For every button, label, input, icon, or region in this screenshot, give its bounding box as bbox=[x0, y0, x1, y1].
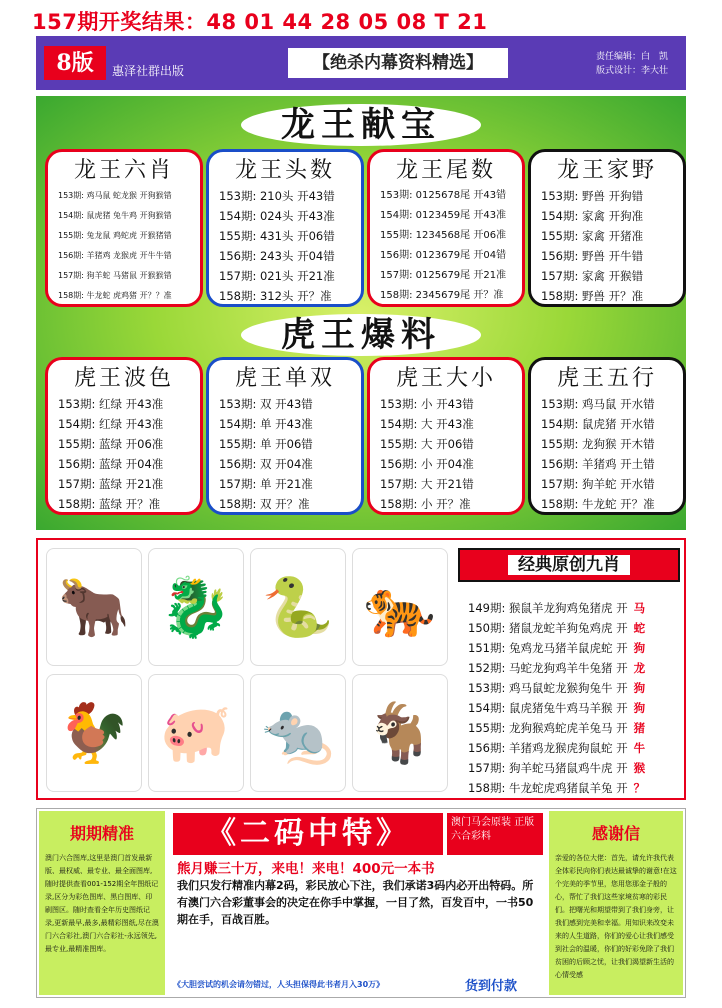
box-row: 153期: 红绿 开43准 bbox=[58, 397, 164, 411]
box-title: 虎王单双 bbox=[234, 366, 335, 391]
nine-row bbox=[468, 680, 645, 696]
nine-row bbox=[468, 620, 645, 636]
box-title: 龙王六肖 bbox=[73, 158, 174, 183]
nine-row-zodiac: 猴 bbox=[633, 761, 646, 775]
box-row: 158期: 野兽 开？准 bbox=[541, 289, 644, 303]
box-row: 153期: 210头 开43错 bbox=[219, 189, 335, 203]
right-panel bbox=[549, 811, 683, 995]
ad-side: 澳门马会原装 正版六合彩料 bbox=[447, 813, 543, 855]
tiger-icon: 🐅 bbox=[352, 548, 448, 666]
box-row: 156期: 蓝绿 开04准 bbox=[58, 457, 164, 471]
staff-designer: 版式设计：李大壮 bbox=[596, 66, 669, 76]
left-title: 期期精准 bbox=[69, 824, 134, 843]
nine-row-zodiac: 狗 bbox=[633, 641, 646, 655]
box-row: 156期: 双 开04准 bbox=[219, 457, 313, 471]
box-row: 156期: 羊猪鸡 龙猴虎 开牛牛错 bbox=[58, 251, 172, 260]
box-row: 158期: 牛龙蛇 虎鸡猪 开？？准 bbox=[58, 291, 172, 300]
nine-row bbox=[468, 780, 645, 796]
box-row: 153期: 鸡马鼠 蛇龙猴 开狗猴错 bbox=[58, 191, 172, 200]
nine-row-text: 157期: 狗羊蛇马猪鼠鸡牛虎 开 bbox=[468, 761, 628, 775]
box-long-six bbox=[48, 152, 200, 304]
nine-row-zodiac: 狗 bbox=[633, 701, 646, 715]
box-row: 154期: 大 开43准 bbox=[380, 417, 474, 431]
box-title: 虎王大小 bbox=[395, 366, 496, 391]
box-title: 龙王头数 bbox=[234, 158, 335, 183]
box-row: 155期: 兔龙鼠 鸡蛇虎 开猴猪错 bbox=[58, 231, 172, 240]
nine-row bbox=[468, 600, 645, 616]
nine-row-zodiac: 牛 bbox=[633, 741, 646, 755]
box-row: 158期: 蓝绿 开？准 bbox=[58, 497, 161, 511]
snake-icon: 🐍 bbox=[250, 548, 346, 666]
goat-icon: 🐐 bbox=[352, 674, 448, 792]
box-row: 157期: 家禽 开猴错 bbox=[541, 269, 644, 283]
box-tiger-color bbox=[48, 360, 200, 512]
box-row: 154期: 0123459尾 开43准 bbox=[380, 210, 507, 221]
left-desc: 澳门六合图库,这里是澳门首发最新版、最权威、最专业、最全面图库,随时提供查看001-152期全年图纸记录,区分为彩色图库、黑白图库、印刷图区。随时查看全年历史图纸记录,更新最早,最多,最精彩图纸,尽在澳门六合彩社,澳门六合彩社-永远领先,最专业,最精准图库。 bbox=[45, 854, 159, 953]
ad-earn: 熊月赚三十万，来电！来电！400元一本书 bbox=[177, 861, 435, 877]
box-row: 155期: 1234568尾 开06准 bbox=[380, 230, 507, 241]
pig-icon: 🐖 bbox=[148, 674, 244, 792]
nine-row-text: 158期: 牛龙蛇虎鸡猪鼠羊兔 开 bbox=[468, 781, 628, 795]
box-row: 157期: 0125679尾 开21准 bbox=[380, 270, 507, 281]
box-row: 157期: 单 开21准 bbox=[219, 477, 313, 491]
box-long-head bbox=[209, 152, 361, 304]
nine-row bbox=[468, 700, 645, 716]
result-bar bbox=[0, 0, 722, 34]
box-row: 155期: 431头 开06错 bbox=[219, 229, 335, 243]
nine-row-text: 153期: 鸡马鼠蛇龙猴狗兔牛 开 bbox=[468, 681, 628, 695]
header-title: 【绝杀内幕资料精选】 bbox=[288, 48, 508, 78]
nine-row-zodiac: 猪 bbox=[633, 721, 646, 735]
box-row: 158期: 牛龙蛇 开？准 bbox=[541, 497, 655, 511]
bottom-section bbox=[36, 808, 686, 998]
nine-row-zodiac: ？ bbox=[633, 781, 646, 795]
right-title: 感谢信 bbox=[591, 824, 640, 843]
box-row: 155期: 龙狗猴 开木错 bbox=[541, 437, 655, 451]
box-row: 156期: 羊猪鸡 开土错 bbox=[541, 457, 655, 471]
nine-row-text: 151期: 兔鸡龙马猪羊鼠虎蛇 开 bbox=[468, 641, 628, 655]
staff bbox=[596, 50, 668, 78]
left-panel bbox=[39, 811, 165, 995]
box-row: 158期: 双 开？准 bbox=[219, 497, 310, 511]
box-tiger-element bbox=[531, 360, 683, 512]
version-badge: 8版 bbox=[44, 46, 106, 80]
banner-tiger: 虎王爆料 bbox=[241, 314, 481, 356]
box-row: 154期: 红绿 开43准 bbox=[58, 417, 164, 431]
box-title: 龙王尾数 bbox=[395, 158, 496, 183]
box-row: 158期: 小 开？准 bbox=[380, 497, 471, 511]
box-row: 153期: 野兽 开狗错 bbox=[541, 189, 644, 203]
nine-row bbox=[468, 760, 645, 776]
nine-row-text: 149期: 猴鼠羊龙狗鸡兔猪虎 开 bbox=[468, 601, 628, 615]
box-row: 158期: 312头 开？准 bbox=[219, 289, 332, 303]
rooster-icon: 🐓 bbox=[46, 674, 142, 792]
ad-foot: 《大胆尝试的机会请勿错过，人头担保得此书者月入30万》 bbox=[173, 980, 385, 989]
nine-row-zodiac: 狗 bbox=[633, 681, 646, 695]
ad-panel bbox=[169, 811, 545, 995]
box-row: 158期: 2345679尾 开？准 bbox=[380, 290, 504, 301]
ad-cod: 货到付款 bbox=[465, 979, 518, 994]
nine-row-text: 155期: 龙狗猴鸡蛇虎羊兔马 开 bbox=[468, 721, 628, 735]
box-long-tail bbox=[370, 152, 522, 304]
box-long-homewild bbox=[531, 152, 683, 304]
nine-row-text: 150期: 猪鼠龙蛇羊狗兔鸡虎 开 bbox=[468, 621, 628, 635]
rat-icon: 🐀 bbox=[250, 674, 346, 792]
box-row: 157期: 大 开21错 bbox=[380, 477, 474, 491]
nine-row bbox=[468, 640, 645, 656]
ad-body: 我们只发行精准内幕2码，彩民放心下注，我们承诺3码内必开出特码。所有澳门六合彩董事会的决定在你手中掌握，一目了然，百发百中，一书50期在手，百战百胜。 bbox=[177, 879, 534, 926]
nine-row-text: 156期: 羊猪鸡龙猴虎狗鼠蛇 开 bbox=[468, 741, 628, 755]
box-row: 156期: 野兽 开牛错 bbox=[541, 249, 644, 263]
green-panel bbox=[36, 96, 686, 530]
nine-title-text: 经典原创九肖 bbox=[508, 555, 630, 575]
box-title: 虎王波色 bbox=[73, 366, 174, 391]
box-row: 157期: 狗羊蛇 开水错 bbox=[541, 477, 655, 491]
box-row: 156期: 小 开04准 bbox=[380, 457, 474, 471]
box-row: 155期: 家禽 开猪准 bbox=[541, 229, 644, 243]
box-tiger-oddeven bbox=[209, 360, 361, 512]
publisher: 惠泽社群出版 bbox=[112, 64, 185, 78]
box-row: 155期: 大 开06错 bbox=[380, 437, 474, 451]
nine-row-zodiac: 蛇 bbox=[633, 621, 646, 635]
banner-dragon: 龙王献宝 bbox=[241, 104, 481, 146]
nine-row-zodiac: 龙 bbox=[633, 661, 646, 675]
right-desc: 亲爱的各位大佬：首先，请允许我代表全体彩民向你们表达最诚挚的谢意!在这个完美的季节里，您用您那金子般的心，帮忙了我们这些家境贫寒的彩民们。把曙光和期望带到了我们身旁，让我们感到完美和幸福。用知识来改变未来的人生道路，你们的爱心让我们感受到社会的温暖，你们的好彩免除了我们贫困的后顾之忧，让我们渴望新生活的心情受感 bbox=[555, 854, 677, 979]
nine-section bbox=[36, 538, 686, 800]
box-row: 153期: 鸡马鼠 开水错 bbox=[541, 397, 655, 411]
nine-row-zodiac: 马 bbox=[633, 601, 646, 615]
box-row: 157期: 021头 开21准 bbox=[219, 269, 335, 283]
box-row: 157期: 蓝绿 开21准 bbox=[58, 477, 164, 491]
box-row: 156期: 243头 开04错 bbox=[219, 249, 335, 263]
box-tiger-size bbox=[370, 360, 522, 512]
box-row: 153期: 0125678尾 开43错 bbox=[380, 190, 507, 201]
box-row: 156期: 0123679尾 开04错 bbox=[380, 250, 507, 261]
box-row: 155期: 单 开06错 bbox=[219, 437, 313, 451]
box-row: 157期: 狗羊蛇 马猪鼠 开猴猴错 bbox=[58, 271, 172, 280]
nine-row-text: 154期: 鼠虎猪兔牛鸡马羊猴 开 bbox=[468, 701, 628, 715]
nine-row bbox=[468, 720, 645, 736]
box-row: 153期: 双 开43错 bbox=[219, 397, 313, 411]
result-text: 157期开奖结果：48 01 44 28 05 08 T 21 bbox=[32, 10, 488, 34]
box-row: 153期: 小 开43错 bbox=[380, 397, 474, 411]
box-row: 155期: 蓝绿 开06准 bbox=[58, 437, 164, 451]
staff-editor: 责任编辑：白 凯 bbox=[596, 52, 669, 62]
box-row: 154期: 鼠虎猪 开水错 bbox=[541, 417, 655, 431]
box-row: 154期: 家禽 开狗准 bbox=[541, 209, 644, 223]
header bbox=[36, 36, 686, 90]
ox-icon: 🐂 bbox=[46, 548, 142, 666]
box-row: 154期: 024头 开43准 bbox=[219, 209, 335, 223]
box-row: 154期: 鼠虎猪 兔牛鸡 开狗猴错 bbox=[58, 211, 172, 220]
box-title: 龙王家野 bbox=[556, 158, 657, 183]
dragon-icon: 🐉 bbox=[148, 548, 244, 666]
nine-title bbox=[458, 548, 680, 582]
nine-row bbox=[468, 660, 645, 676]
box-title: 虎王五行 bbox=[556, 366, 657, 391]
ad-title: 《二码中特》 bbox=[173, 813, 443, 855]
nine-row bbox=[468, 740, 645, 756]
nine-row-text: 152期: 马蛇龙狗鸡羊牛兔猪 开 bbox=[468, 661, 628, 675]
box-row: 154期: 单 开43准 bbox=[219, 417, 313, 431]
